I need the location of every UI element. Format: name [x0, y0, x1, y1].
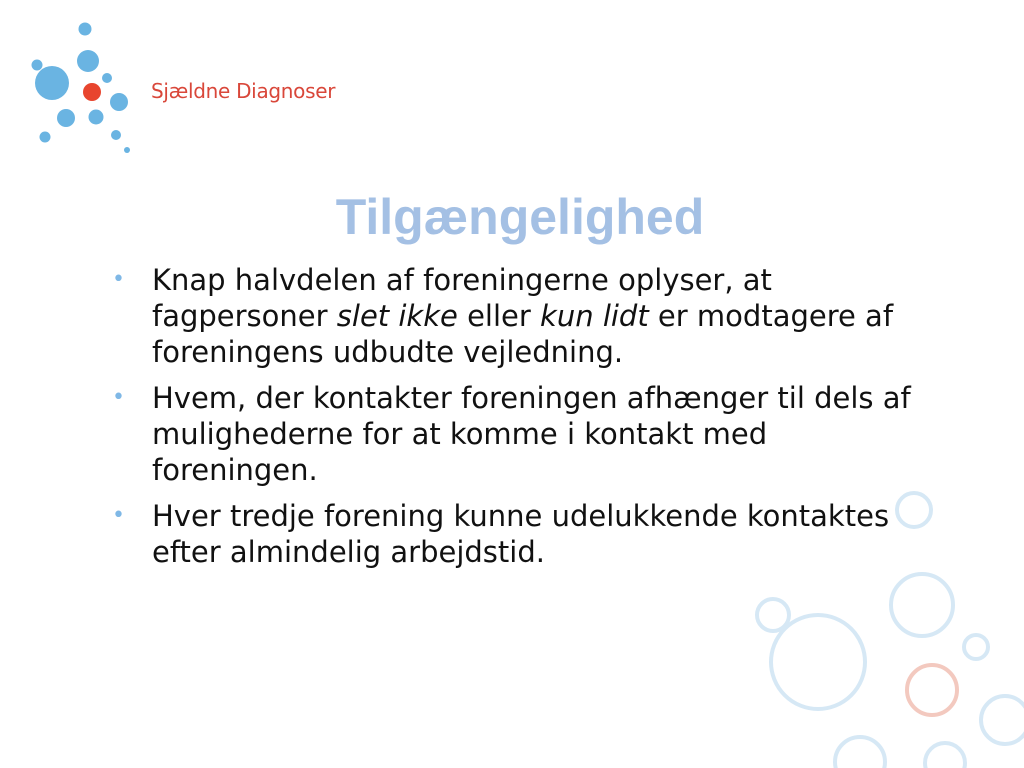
bullet-list [112, 262, 932, 580]
bullet-text [152, 262, 932, 370]
bullet-item [112, 262, 932, 370]
bullet-item [112, 380, 932, 488]
bullet-text: Hver tredje forening kunne udelukkende kontaktes efter almindelig arbejdstid. [152, 499, 890, 569]
bullet-text-emphasis: kun lidt [540, 299, 649, 333]
bullet-item [112, 498, 932, 570]
bullet-text: Hvem, der kontakter foreningen afhænger til dels af mulighederne for at komme i kontakt med foreningen. [152, 381, 911, 487]
bullet-text-part: er modtagere af foreningens udbudte vejledning. [152, 299, 894, 369]
brand-logo-dots-icon [0, 0, 150, 160]
bullet-text-part: eller [457, 299, 541, 333]
brand-name: Sjældne Diagnoser [151, 79, 336, 103]
bullet-text-emphasis: slet ikke [336, 299, 458, 333]
bullet-marker: • [112, 385, 125, 410]
bullet-text-part: Knap halvdelen af foreningerne oplyser, at fagpersoner [152, 263, 772, 333]
bullet-marker: • [112, 267, 125, 292]
bullet-marker: • [112, 503, 125, 528]
slide-title: Tilgængelighed [335, 189, 705, 245]
